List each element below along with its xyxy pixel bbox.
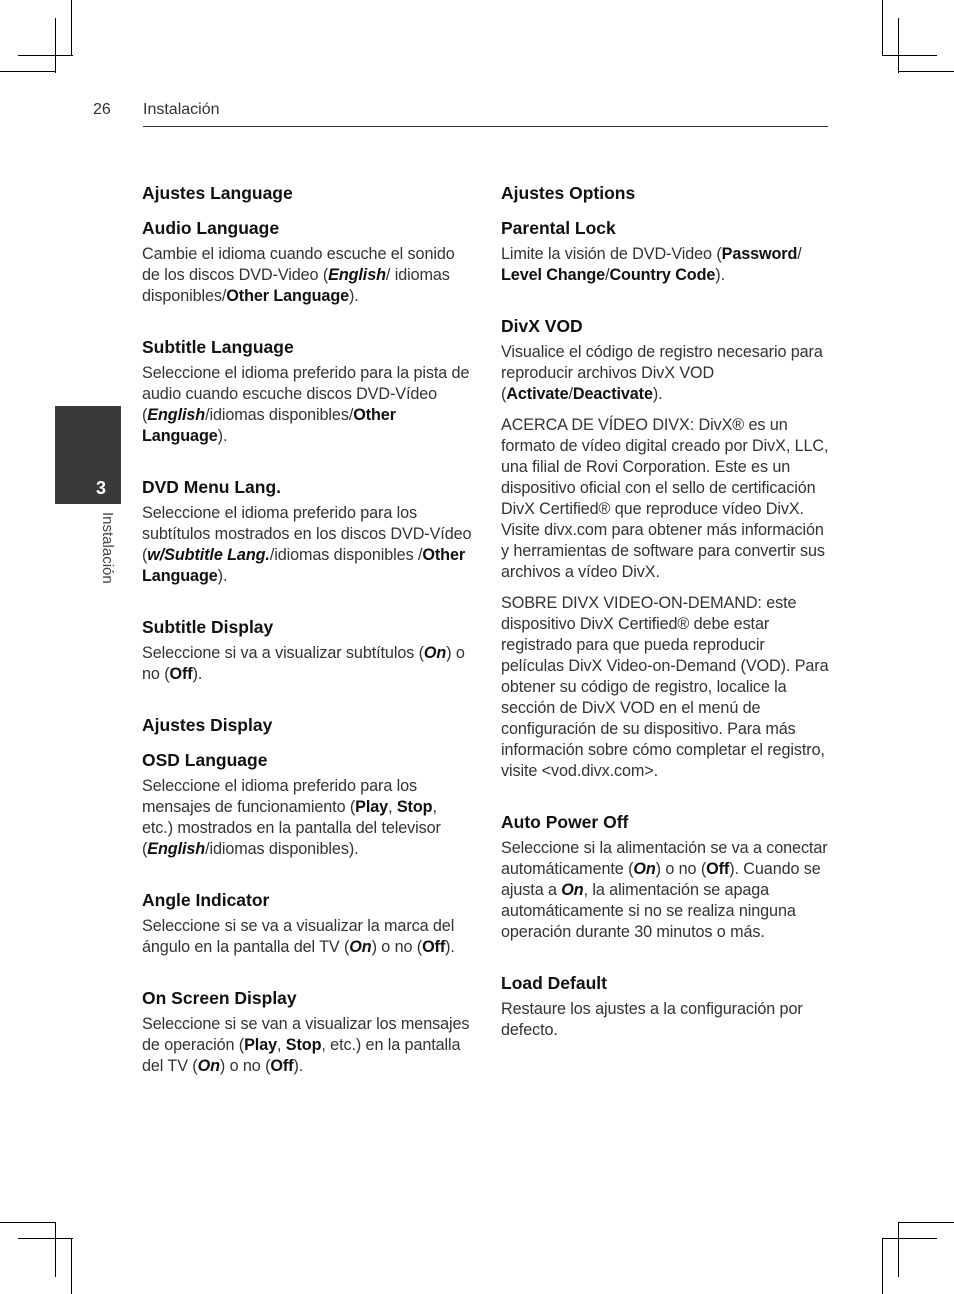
subtitle-display-section xyxy=(142,616,472,685)
chapter-number: 3 xyxy=(96,478,107,498)
divx-vod-section xyxy=(501,315,831,782)
audio-language-text: Cambie el idioma cuando escuche el sonido de los discos DVD-Video (English/ idiomas disponibles/Other Language). xyxy=(142,245,455,305)
page-number: 26 xyxy=(93,101,111,118)
header-divider xyxy=(143,126,828,127)
angle-indicator-title: Angle Indicator xyxy=(142,890,270,910)
divx-vod-title: DivX VOD xyxy=(501,316,583,336)
chapter-tab xyxy=(55,406,121,504)
crop-mark xyxy=(899,1222,954,1223)
dvd-menu-lang-title: DVD Menu Lang. xyxy=(142,477,282,497)
crop-mark xyxy=(0,1222,55,1223)
parental-lock-title: Parental Lock xyxy=(501,218,616,238)
load-default-text: Restaure los ajustes a la configuración por defecto. xyxy=(501,1000,803,1039)
dvd-menu-lang-section xyxy=(142,476,472,587)
dvd-menu-lang-text: Seleccione el idioma preferido para los subtítulos mostrados en los discos DVD-Vídeo (w/Subtitle Lang./idiomas disponibles /Other Language). xyxy=(142,504,472,585)
crop-mark xyxy=(882,0,883,55)
section-title: Instalación xyxy=(143,101,220,118)
options-settings-heading: Ajustes Options xyxy=(501,183,636,203)
auto-power-off-text: Seleccione si la alimentación se va a conectar automáticamente (On) o no (Off). Cuando se ajusta a On, la alimentación se apaga automáticamente si no se realiza ninguna operación durante 30 minutos o más. xyxy=(501,839,828,941)
crop-mark xyxy=(71,0,72,55)
subtitle-display-title: Subtitle Display xyxy=(142,617,274,637)
audio-language-section xyxy=(142,217,472,307)
subtitle-display-text: Seleccione si va a visualizar subtítulos (On) o no (Off). xyxy=(142,644,465,683)
left-column xyxy=(142,182,472,1106)
crop-mark xyxy=(898,1222,899,1277)
language-settings-heading: Ajustes Language xyxy=(142,183,293,203)
load-default-section xyxy=(501,972,831,1041)
angle-indicator-text: Seleccione si se va a visualizar la marca del ángulo en la pantalla del TV (On) o no (Off). xyxy=(142,917,455,956)
subtitle-language-section xyxy=(142,336,472,447)
osd-language-section xyxy=(142,749,472,860)
crop-mark xyxy=(55,1222,56,1277)
divx-vod-info-text: SOBRE DIVX VIDEO-ON-DEMAND: este dispositivo DivX Certified® debe estar registrado para que pueda reproducir películas DivX Video-on-Demand (VOD). Para obtener su código de registro, localice la sección de DivX VOD en el menú de configuración de su dispositivo. Para más información sobre cómo completar el registro, visite <vod.divx.com>. xyxy=(501,594,829,780)
display-settings-heading: Ajustes Display xyxy=(142,715,273,735)
crop-mark xyxy=(18,1238,73,1239)
load-default-title: Load Default xyxy=(501,973,607,993)
parental-lock-text: Limite la visión de DVD-Video (Password/ Level Change/Country Code). xyxy=(501,245,802,284)
divx-about-text: ACERCA DE VÍDEO DIVX: DivX® es un formato de vídeo digital creado por DivX, LLC, una filial de Rovi Corporation. Este es un dispositivo oficial con el sello de certificación DivX Certified® que reproduce vídeo DivX. Visite divx.com para obtener más información y herramientas de software para convertir sus archivos a vídeo DivX. xyxy=(501,416,829,581)
crop-mark xyxy=(898,18,899,73)
angle-indicator-section xyxy=(142,889,472,958)
crop-mark xyxy=(71,1239,72,1294)
crop-mark xyxy=(882,1239,883,1294)
subtitle-language-text: Seleccione el idioma preferido para la pista de audio cuando escuche discos DVD-Vídeo (English/idiomas disponibles/Other Language). xyxy=(142,364,470,445)
osd-language-text: Seleccione el idioma preferido para los mensajes de funcionamiento (Play, Stop, etc.) mostrados en la pantalla del televisor (English/idiomas disponibles). xyxy=(142,777,441,858)
right-column xyxy=(501,182,831,1070)
auto-power-off-title: Auto Power Off xyxy=(501,812,629,832)
divx-vod-text: Visualice el código de registro necesario para reproducir archivos DivX VOD (Activate/Deactivate). xyxy=(501,343,823,403)
crop-mark xyxy=(899,71,954,72)
crop-mark xyxy=(55,18,56,73)
on-screen-display-text: Seleccione si se van a visualizar los mensajes de operación (Play, Stop, etc.) en la pantalla del TV (On) o no (Off). xyxy=(142,1015,470,1075)
subtitle-language-title: Subtitle Language xyxy=(142,337,294,357)
parental-lock-section xyxy=(501,217,831,286)
crop-mark xyxy=(18,55,73,56)
crop-mark xyxy=(882,1238,937,1239)
crop-mark xyxy=(882,55,937,56)
on-screen-display-section xyxy=(142,987,472,1077)
auto-power-off-section xyxy=(501,811,831,943)
osd-language-title: OSD Language xyxy=(142,750,268,770)
chapter-label: Instalación xyxy=(99,512,116,584)
on-screen-display-title: On Screen Display xyxy=(142,988,297,1008)
crop-mark xyxy=(0,71,55,72)
audio-language-title: Audio Language xyxy=(142,218,280,238)
